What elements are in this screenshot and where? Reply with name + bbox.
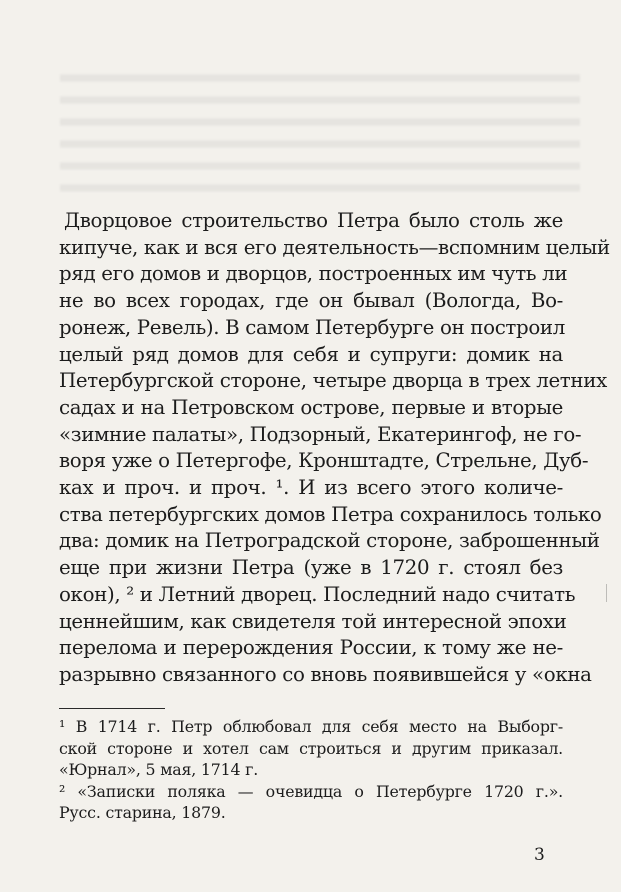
body-line: перелома и перерождения России, к тому же не- xyxy=(59,636,563,660)
body-line: воря уже о Петергофе, Кронштадте, Стрельне, Дуб- xyxy=(59,449,589,473)
body-line: ценнейшим, как свидетеля той интересной эпохи xyxy=(59,609,567,633)
body-line: разрывно связанного со вновь появившейся у «окна xyxy=(59,662,592,686)
footnote-line: Русс. старина, 1879. xyxy=(59,803,226,822)
body-line: ряд его домов и дворцов, построенных им чуть ли xyxy=(59,262,568,286)
body-line: ках и проч. и проч. ¹. И из всего этого количе- xyxy=(59,476,563,500)
body-line: ронеж, Ревель). В самом Петербурге он построил xyxy=(59,315,565,339)
body-line: не во всех городах, где он бывал (Вологда, Во- xyxy=(59,289,563,313)
body-line: ства петербургских домов Петра сохранилось только xyxy=(59,502,602,526)
body-line: два: домик на Петроградской стороне, заброшенный xyxy=(59,529,600,553)
body-line: еще при жизни Петра (уже в 1720 г. стоял без xyxy=(59,556,563,580)
body-line: окон), ² и Летний дворец. Последний надо считать xyxy=(59,582,576,606)
body-line: «зимние палаты», Подзорный, Екатерингоф, не го- xyxy=(59,422,582,446)
footnote-divider xyxy=(59,708,165,709)
margin-pencil-mark xyxy=(606,584,607,602)
footnote-1 xyxy=(59,716,563,781)
footnote-line: ской стороне и хотел сам строиться и другим приказал. xyxy=(59,738,563,758)
footnote-2 xyxy=(59,781,563,824)
footnote-line: ² «Записки поляка — очевидца о Петербурге 1720 г.». xyxy=(59,781,563,801)
body-line: кипуче, как и вся его деятельность—вспомним целый xyxy=(59,235,610,259)
footnote-line: ¹ В 1714 г. Петр облюбовал для себя место на Выборг- xyxy=(59,717,563,736)
footnote-line: «Юрнал», 5 мая, 1714 г. xyxy=(59,760,259,779)
body-line: садах и на Петровском острове, первые и вторые xyxy=(59,395,563,419)
footnotes xyxy=(59,716,563,824)
main-paragraph xyxy=(59,208,610,689)
body-line: Дворцовое строительство Петра было столь же xyxy=(64,209,563,232)
body-line: целый ряд домов для себя и супруги: домик на xyxy=(59,342,563,366)
body-line: Петербургской стороне, четыре дворца в трех летних xyxy=(59,369,607,393)
page-number: 3 xyxy=(534,845,545,865)
show-through-shadow xyxy=(60,62,580,192)
